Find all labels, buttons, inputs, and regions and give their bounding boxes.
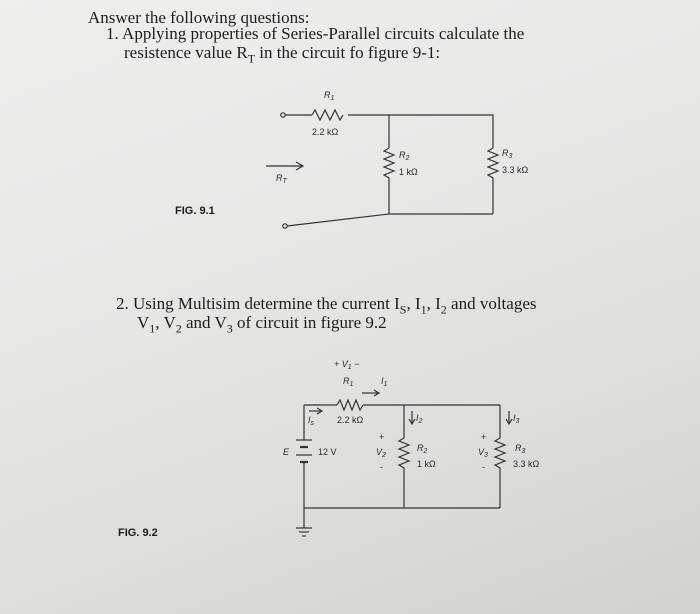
v3-minus: - <box>482 462 485 472</box>
v3-label: $V_3$ <box>478 447 488 459</box>
r2-value: 1 kΩ <box>399 167 418 177</box>
question-1-line-2: resistence value $R_T$ in the circuit fo figure 9-1: <box>124 43 441 66</box>
v3-plus: + <box>481 432 487 442</box>
resistor-r1 <box>337 400 363 410</box>
question-2-line-1: 2. Using Multisim determine the current $I_S$, $I_1$, $I_2$ and voltages <box>116 294 537 317</box>
r1-label: $R_1$ <box>324 90 335 102</box>
figure-9-2-caption: FIG. 9.2 <box>118 527 158 539</box>
r2-value: 1 kΩ <box>417 459 436 469</box>
rt-label: $R_T$ <box>276 173 287 185</box>
r2-label: $R_2$ <box>417 443 428 455</box>
v2-minus: - <box>380 462 383 472</box>
question-2-line-2: $V_1$, $V_2$ and $V_3$ of circuit in figure 9.2 <box>137 313 387 336</box>
i1-label: $I_1$ <box>381 376 388 388</box>
question-1-line-1: 1. Applying properties of Series-Parallel circuits calculate the <box>106 24 525 43</box>
r1-value: 2.2 kΩ <box>312 127 339 137</box>
v1-label: + $V_1$ − <box>334 359 360 371</box>
e-label: E <box>283 447 290 457</box>
resistor-r2 <box>399 438 409 508</box>
v2-label: $V_2$ <box>376 447 386 459</box>
r3-label: $R_3$ <box>515 443 526 455</box>
v2-plus: + <box>379 432 385 442</box>
r1-label: $R_1$ <box>343 376 354 388</box>
r3-label: $R_3$ <box>502 148 513 160</box>
i2-label: $I_2$ <box>416 413 423 425</box>
figure-9-1-caption: FIG. 9.1 <box>175 205 215 217</box>
r1-value: 2.2 kΩ <box>337 415 364 425</box>
e-value: 12 V <box>318 447 337 457</box>
r2-label: $R_2$ <box>399 150 410 162</box>
i3-label: $I_3$ <box>513 413 520 425</box>
instructions-heading: Answer the following questions: <box>88 8 310 27</box>
resistor-r3 <box>495 438 505 508</box>
r3-value: 3.3 kΩ <box>502 165 529 175</box>
r3-value: 3.3 kΩ <box>513 459 540 469</box>
is-label: $I_s$ <box>308 415 315 427</box>
